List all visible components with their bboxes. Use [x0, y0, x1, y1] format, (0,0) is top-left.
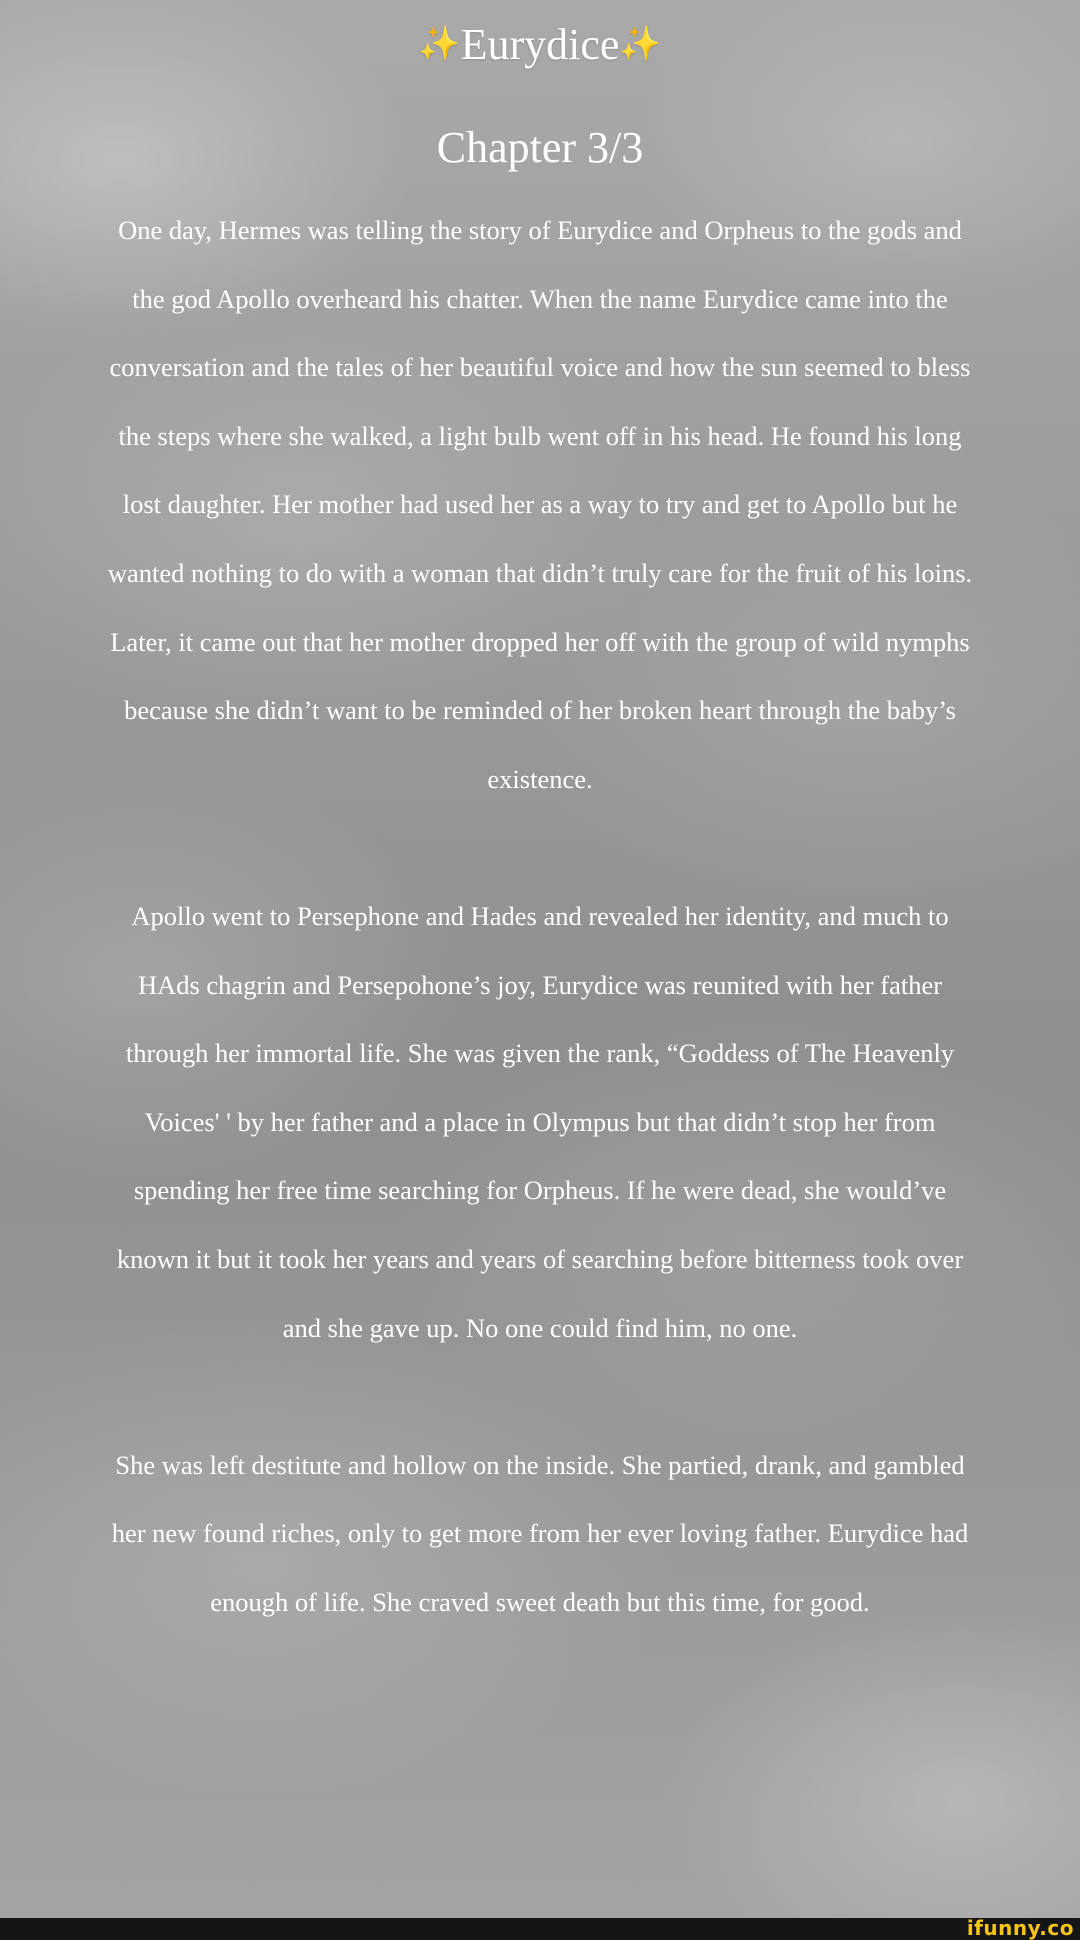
sparkles-icon-right: ✨ — [619, 24, 662, 64]
story-title — [0, 14, 1080, 75]
watermark-bar — [0, 1918, 1080, 1940]
story-paragraph-1: One day, Hermes was telling the story of Eurydice and Orpheus to the gods and the god Apollo overheard his chatter. When the name Eurydice came into the conversation and the tales of her beautiful voice and how the sun seemed to bless the steps where she walked, a light bulb went off in his head. He found his long lost daughter. Her mother had used her as a way to try and get to Apollo but he wanted nothing to do with a woman that didn’t truly care for the fruit of his loins. Later, it came out that her mother dropped her off with the group of wild nymphs because she didn’t want to be reminded of her broken heart through the baby’s existence. — [107, 215, 973, 794]
story-paragraph-2: Apollo went to Persephone and Hades and revealed her identity, and much to HAds chagrin and Persepohone’s joy, Eurydice was reunited with her father through her immortal life. She was given the rank, “Goddess of The Heavenly Voices' ' by her father and a place in Olympus but that didn’t stop her from spending her free time searching for Orpheus. If he were dead, she would’ve known it but it took her years and years of searching before bitterness took over and she gave up. No one could find him, no one. — [116, 900, 964, 1343]
chapter-heading: Chapter 3/3 — [436, 123, 644, 172]
story-body — [100, 196, 980, 1636]
title-text: Eurydice — [460, 20, 620, 69]
ifunny-watermark-logo: ifunny.co — [966, 1916, 1074, 1940]
sparkles-icon-left: ✨ — [418, 24, 461, 64]
story-paragraph-3: She was left destitute and hollow on the inside. She partied, drank, and gambled her new found riches, only to get more from her ever loving father. Eurydice had enough of life. She craved sweet death but this time, for good. — [111, 1449, 969, 1617]
